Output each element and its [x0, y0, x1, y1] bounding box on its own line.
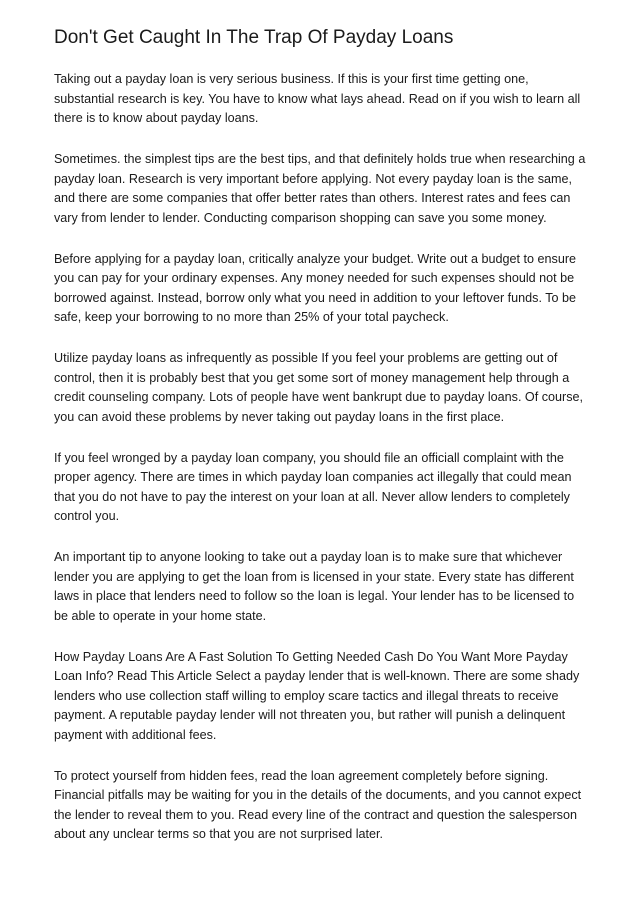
- paragraph-1: Taking out a payday loan is very serious business. If this is your first time getting one, substantial research is key. You have to know what lays ahead. Read on if you wish to learn all there is to know about payday loans.: [54, 72, 581, 125]
- paragraph-2: Sometimes. the simplest tips are the best tips, and that definitely holds true when researching a payday loan. Research is very important before applying. Not every payday loan is the same, and there are some companies that offer better rates than others. Interest rates and fees can vary from lender to lender. Conducting comparison shopping can save you some money.: [54, 152, 586, 225]
- paragraph-5: If you feel wronged by a payday loan company, you should file an officiall complaint with the proper agency. There are times in which payday loan companies act illegally that could mean that you do not have to pay the interest on your loan at all. Never allow lenders to completely control you.: [54, 450, 572, 523]
- document-title: Don't Get Caught In The Trap Of Payday Loans: [54, 27, 454, 48]
- paragraph-6: An important tip to anyone looking to take out a payday loan is to make sure that whichever lender you are applying to get the loan from is licensed in your state. Every state has different laws in place that lenders need to follow so the loan is legal. Your lender has to be licensed to be able to operate in your home state.: [54, 550, 575, 623]
- paragraph-7: How Payday Loans Are A Fast Solution To Getting Needed Cash Do You Want More Payday Loan Info? Read This Article Select a payday lender that is well-known. There are some shady lenders who use collection staff willing to employ scare tactics and illegal threats to receive payment. A reputable payday lender will not threaten you, but rather will punish a delinquent payment with additional fees.: [54, 649, 580, 742]
- paragraph-4: Utilize payday loans as infrequently as possible If you feel your problems are getting out of control, then it is probably best that you get some sort of money management help through a credit counseling company. Lots of people have went bankrupt due to payday loans. Of course, you can avoid these problems by never taking out payday loans in the first place.: [54, 351, 584, 424]
- paragraph-8: To protect yourself from hidden fees, read the loan agreement completely before signing. Financial pitfalls may be waiting for you in the details of the documents, and you cannot expect the lender to reveal them to you. Read every line of the contract and question the salesperson about any unclear terms so that you are not surprised later.: [54, 768, 582, 841]
- paragraph-3: Before applying for a payday loan, critically analyze your budget. Write out a budget to ensure you can pay for your ordinary expenses. Any money needed for such expenses should not be borrowed against. Instead, borrow only what you need in addition to your leftover funds. To be safe, keep your borrowing to no more than 25% of your total paycheck.: [54, 251, 577, 324]
- document-body: [54, 70, 590, 866]
